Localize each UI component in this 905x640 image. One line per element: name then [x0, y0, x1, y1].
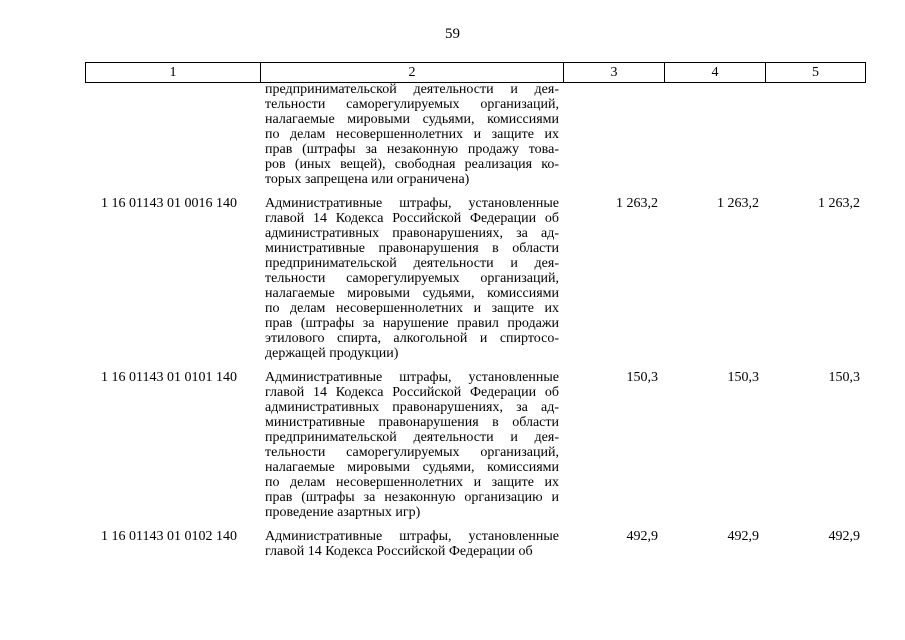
header-col-4: 4: [665, 63, 766, 83]
header-col-1: 1: [86, 63, 261, 83]
budget-code: 1 16 01143 01 0016 140: [101, 196, 237, 211]
header-col-2: 2: [261, 63, 564, 83]
description-line: налагаемые мировыми судьями, комиссиями: [265, 112, 559, 127]
amount-col-4: 150,3: [727, 370, 759, 385]
table-body: [85, 82, 865, 559]
description-line: Административные штрафы, установленные: [265, 196, 559, 211]
amount-col-5: 150,3: [828, 370, 860, 385]
description-line: тельности саморегулируемых организаций,: [265, 97, 559, 112]
description-line: налагаемые мировыми судьями, комиссиями: [265, 460, 559, 475]
description-line: тельности саморегулируемых организаций,: [265, 271, 559, 286]
description-line: административных правонарушениях, за ад-: [265, 400, 559, 415]
income-description: [265, 370, 559, 520]
description-line: этилового спирта, алкогольной и спиртосо-: [265, 331, 559, 346]
description-line: налагаемые мировыми судьями, комиссиями: [265, 286, 559, 301]
amount-col-5: 1 263,2: [818, 196, 860, 211]
description-line: ров (иных вещей), свободная реализация ко-: [265, 157, 559, 172]
description-line: Административные штрафы, установленные: [265, 370, 559, 385]
description-line: прав (штрафы за незаконную продажу това-: [265, 142, 559, 157]
header-col-3: 3: [564, 63, 665, 83]
description-line: Административные штрафы, установленные: [265, 529, 559, 544]
amount-col-3: 150,3: [626, 370, 658, 385]
amount-col-4: 492,9: [727, 529, 759, 544]
table-row: [85, 82, 865, 187]
description-line: тельности саморегулируемых организаций,: [265, 445, 559, 460]
description-line: министративные правонарушения в области: [265, 241, 559, 256]
budget-code: 1 16 01143 01 0101 140: [101, 370, 237, 385]
description-line: прав (штрафы за незаконную организацию и: [265, 490, 559, 505]
description-line: держащей продукции): [265, 346, 399, 361]
description-line: проведение азартных игр): [265, 505, 421, 520]
description-line: главой 14 Кодекса Российской Федерации об: [265, 385, 559, 400]
description-line: торых запрещена или ограничена): [265, 172, 470, 187]
table-row: [85, 370, 865, 520]
description-line: административных правонарушениях, за ад-: [265, 226, 559, 241]
income-description: [265, 529, 559, 559]
description-line: предпринимательской деятельности и дея-: [265, 82, 559, 97]
description-line: прав (штрафы за нарушение правил продажи: [265, 316, 559, 331]
header-col-5: 5: [766, 63, 866, 83]
table-header: [85, 62, 866, 83]
page-number: 59: [445, 26, 460, 42]
table-row: [85, 196, 865, 361]
description-line: предпринимательской деятельности и дея-: [265, 256, 559, 271]
amount-col-5: 492,9: [828, 529, 860, 544]
budget-code: 1 16 01143 01 0102 140: [101, 529, 237, 544]
income-description: [265, 196, 559, 361]
table-row: [85, 529, 865, 559]
income-description: [265, 82, 559, 187]
description-line: министративные правонарушения в области: [265, 415, 559, 430]
description-line: главой 14 Кодекса Российской Федерации об: [265, 211, 559, 226]
description-line: по делам несовершеннолетних и защите их: [265, 301, 559, 316]
description-line: предпринимательской деятельности и дея-: [265, 430, 559, 445]
description-line: главой 14 Кодекса Российской Федерации об: [265, 544, 533, 559]
description-line: по делам несовершеннолетних и защите их: [265, 127, 559, 142]
amount-col-3: 492,9: [626, 529, 658, 544]
description-line: по делам несовершеннолетних и защите их: [265, 475, 559, 490]
amount-col-4: 1 263,2: [717, 196, 759, 211]
amount-col-3: 1 263,2: [616, 196, 658, 211]
